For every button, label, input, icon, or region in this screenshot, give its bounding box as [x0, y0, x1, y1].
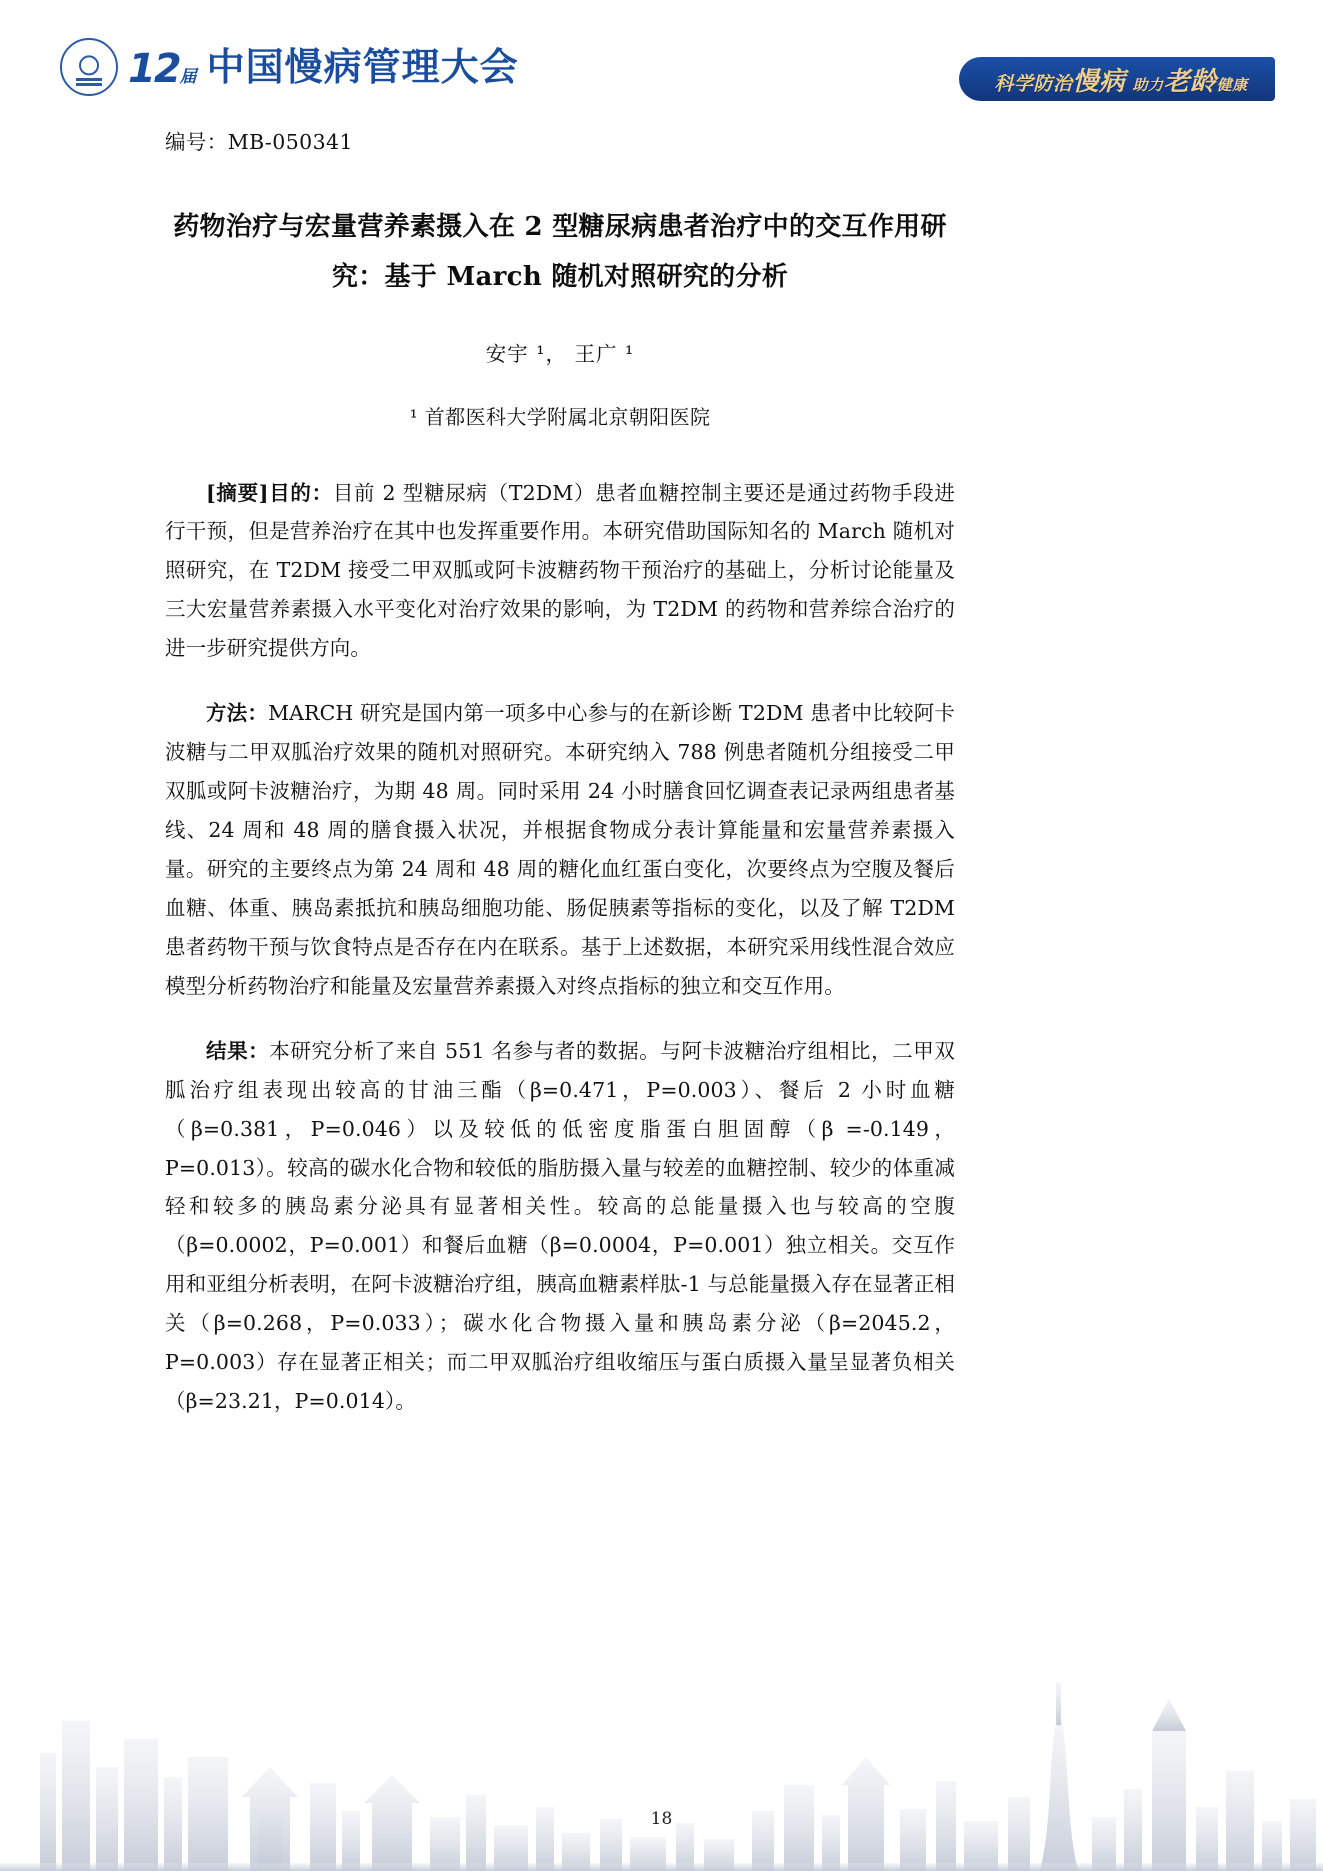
logo-ordinal-number: 12	[128, 46, 180, 92]
page-number: 18	[650, 1809, 673, 1829]
logo-ordinal	[128, 46, 197, 92]
page-header	[0, 0, 1323, 118]
conference-title: 中国慢病管理大会	[206, 45, 519, 89]
slogan-part-5: 健康	[1216, 75, 1248, 94]
document-content	[165, 128, 955, 1421]
document-number: 编号：MB-050341	[165, 130, 353, 154]
paper-title: 药物治疗与宏量营养素摄入在 2 型糖尿病患者治疗中的交互作用研究：基于 March 随机对照研究的分析	[173, 211, 947, 292]
slogan-part-1: 科学防治	[994, 72, 1073, 95]
abstract-purpose-text: 目前 2 型糖尿病（T2DM）患者血糖控制主要还是通过药物手段进行干预，但是营养治疗在其中也发挥重要作用。本研究借助国际知名的 March 随机对照研究，在 T2DM 接受二甲双胍或阿卡波糖药物干预治疗的基础上，分析讨论能量及三大宏量营养素摄入水平变化对治疗效果的影响，为 T2DM 的药物和营养综合治疗的进一步研究提供方向。	[165, 480, 955, 661]
header-slogan-banner	[959, 57, 1275, 101]
affiliation: ¹ 首都医科大学附属北京朝阳医院	[409, 404, 711, 429]
association-seal-icon	[60, 38, 118, 96]
abstract-results-paragraph	[165, 1032, 955, 1421]
logo-ordinal-suffix: 届	[179, 67, 197, 87]
abstract-methods-label: 方法：	[206, 701, 269, 726]
slogan-part-2: 慢病	[1072, 66, 1126, 97]
abstract-results-text: 本研究分析了来自 551 名参与者的数据。与阿卡波糖治疗组相比，二甲双胍治疗组表现出较高的甘油三酯（β=0.471，P=0.003）、餐后 2 小时血糖（β=0.381，P=0.046）以及较低的低密度脂蛋白胆固醇（β =-0.149，P=0.013）。较高的碳水化合物和较低的脂肪摄入量与较差的血糖控制、较少的体重减轻和较多的胰岛素分泌具有显著相关性。较高的总能量摄入也与较高的空腹（β=0.0002，P=0.001）和餐后血糖（β=0.0004，P=0.001）独立相关。交互作用和亚组分析表明，在阿卡波糖治疗组，胰高血糖素样肽-1 与总能量摄入存在显著正相关（β=0.268，P=0.033）；碳水化合物摄入量和胰岛素分泌（β=2045.2，P=0.003）存在显著正相关；而二甲双胍治疗组收缩压与蛋白质摄入量呈显著负相关（β=23.21，P=0.014）。	[165, 1038, 955, 1414]
author-list: 安宇 ¹， 王广 ¹	[485, 341, 635, 366]
slogan-part-4: 老龄	[1163, 66, 1217, 97]
abstract-results-label: 结果：	[206, 1038, 270, 1063]
abstract-purpose-label: [摘要]目的：	[206, 480, 333, 505]
header-slogan-text	[994, 61, 1247, 98]
abstract-methods-text: MARCH 研究是国内第一项多中心参与的在新诊断 T2DM 患者中比较阿卡波糖与二甲双胍治疗效果的随机对照研究。本研究纳入 788 例患者随机分组接受二甲双胍或阿卡波糖治疗，为期 48 周。同时采用 24 小时膳食回忆调查表记录两组患者基线、24 周和 48 周的膳食摄入状况，并根据食物成分表计算能量和宏量营养素摄入量。研究的主要终点为第 24 周和 48 周的糖化血红蛋白变化，次要终点为空腹及餐后血糖、体重、胰岛素抵抗和胰岛细胞功能、肠促胰素等指标的变化，以及了解 T2DM 患者药物干预与饮食特点是否存在内在联系。基于上述数据，本研究采用线性混合效应模型分析药物治疗和能量及宏量营养素摄入对终点指标的独立和交互作用。	[165, 701, 955, 998]
abstract-purpose-paragraph	[165, 474, 955, 669]
slogan-part-3: 助力	[1132, 75, 1164, 94]
conference-logo	[60, 38, 519, 96]
abstract-methods-paragraph	[165, 694, 955, 1006]
